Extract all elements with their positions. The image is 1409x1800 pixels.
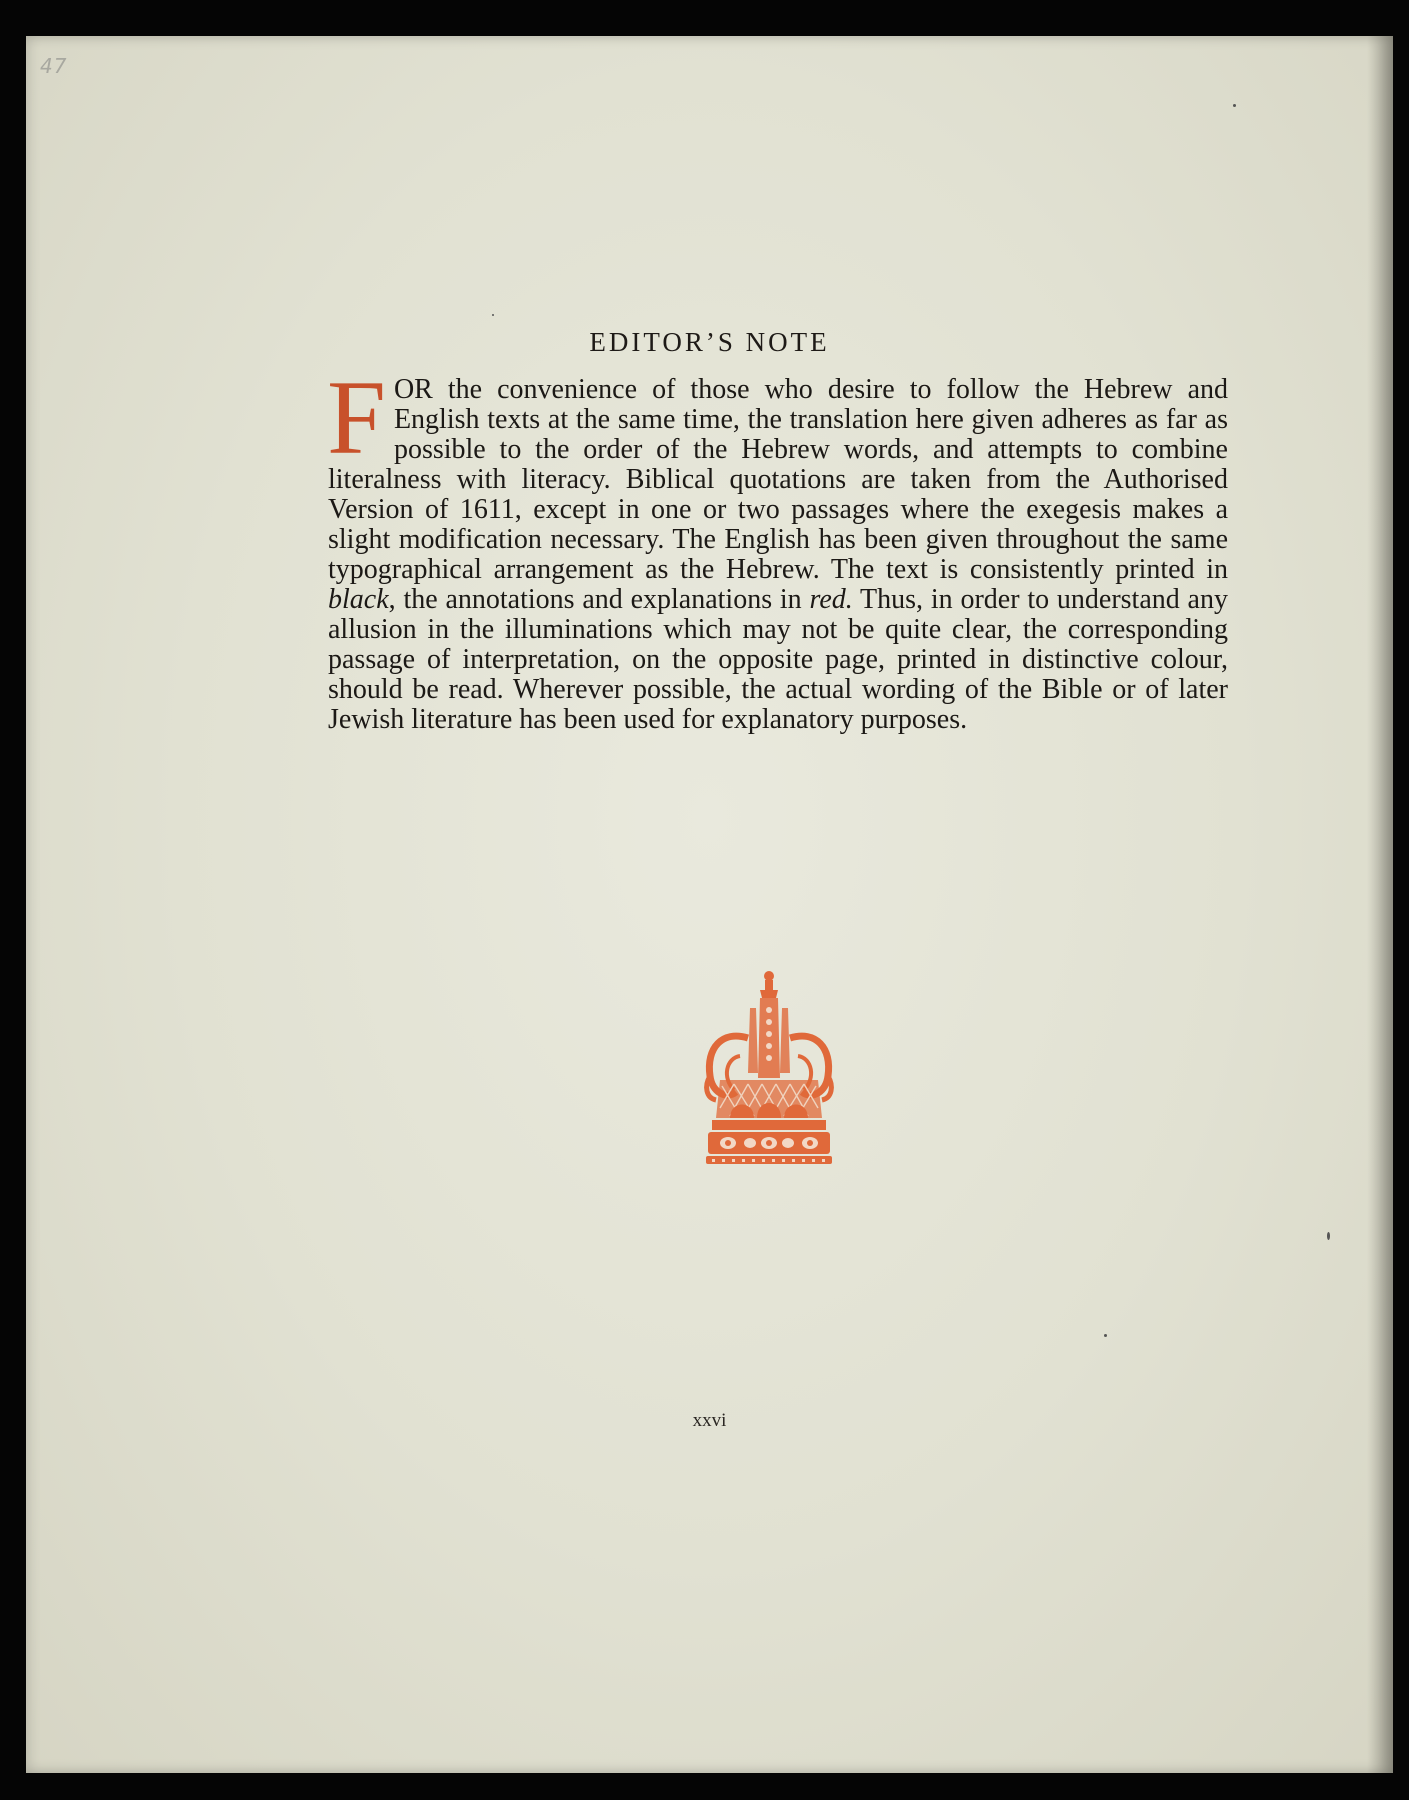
book-page [26, 36, 1393, 1773]
italic-word-red: red. [809, 584, 853, 615]
page-number: xxvi [692, 1410, 727, 1431]
drop-cap-initial: F [327, 359, 386, 476]
paper-speck [1327, 1232, 1330, 1240]
paper-speck [1104, 1334, 1107, 1337]
italic-word-black: black [328, 584, 389, 615]
paragraph-text-c: Thus, in order to understand any allusion in the illuminations which may not be quite clear, the corresponding passage of interpretation, on the opposite page, printed in distinctive colour, should be read. Wherever possible, the actual wording of the Bible or of later Jewish literature has been used for explanatory purposes. [328, 584, 1228, 735]
paragraph-text-b: , the annotations and explanations in [388, 584, 810, 615]
pencil-folio-number: 47 [40, 54, 68, 78]
paper-speck [1233, 104, 1236, 107]
editors-note-paragraph [327, 359, 1228, 735]
paragraph-text-a: OR the convenience of those who desire to follow the Hebrew and English texts at the same time, the translation here given adheres as far as possible to the order of the Hebrew words, and attempts to combine literalness with literacy. Biblical quotations are taken from the Authorised Version of 1611, except in one or two passages where the exegesis makes a slight modification necessary. The English has been given throughout the same typographical arrangement as the Hebrew. The text is consistently printed in [328, 374, 1228, 585]
crown-ornament-icon [700, 968, 838, 1178]
page-gutter-shadow [1367, 36, 1393, 1773]
paper-speck [492, 314, 494, 316]
page-title: EDITOR’S NOTE [589, 327, 830, 357]
